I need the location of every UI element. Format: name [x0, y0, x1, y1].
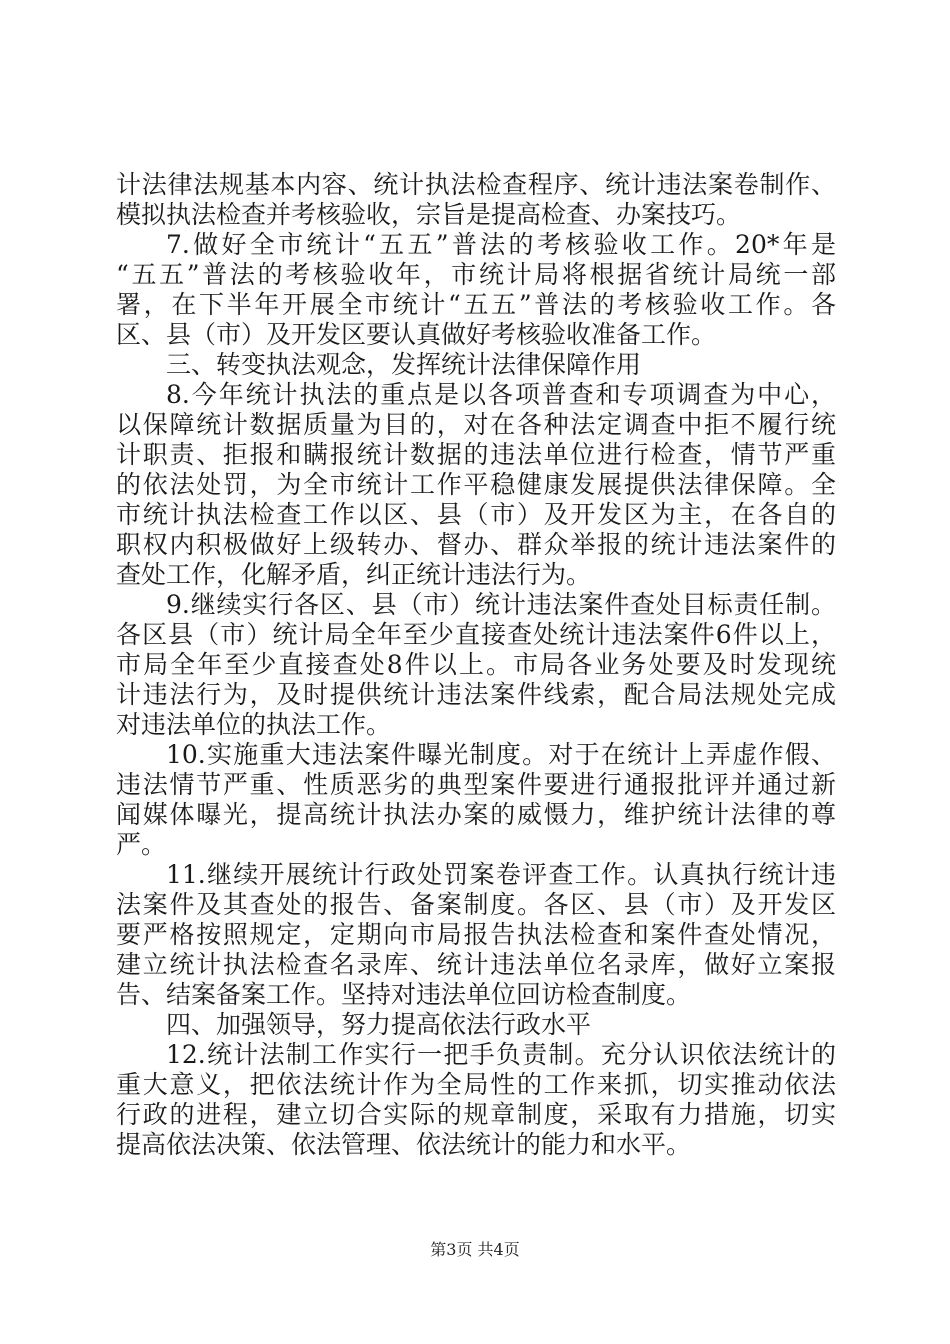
- text-line: 12.统计法制工作实行一把手负责制。充分认识依法统计的: [166, 1040, 836, 1069]
- text-line: 以保障统计数据质量为目的，对在各种法定调查中拒不履行统: [116, 410, 836, 439]
- text-line: 行政的进程，建立切合实际的规章制度，采取有力措施，切实: [116, 1100, 836, 1129]
- text-line: 9.继续实行各区、县（市）统计违法案件查处目标责任制。: [166, 590, 836, 619]
- text-line: 违法情节严重、性质恶劣的典型案件要进行通报批评并通过新: [116, 770, 836, 799]
- page-number-footer: 第3页 共4页: [430, 1240, 520, 1259]
- text-line: 11.继续开展统计行政处罚案卷评查工作。认真执行统计违: [166, 860, 836, 889]
- text-line: 计违法行为，及时提供统计违法案件线索，配合局法规处完成: [116, 680, 836, 709]
- text-line: 闻媒体曝光，提高统计执法办案的威慑力，维护统计法律的尊: [116, 800, 836, 829]
- text-line: 四、加强领导，努力提高依法行政水平: [166, 1010, 592, 1039]
- text-line: 严。: [116, 830, 167, 859]
- text-line: 查处工作，化解矛盾，纠正统计违法行为。: [116, 560, 592, 589]
- text-line: 的依法处罚，为全市统计工作平稳健康发展提供法律保障。全: [116, 470, 836, 499]
- text-line: 重大意义，把依法统计作为全局性的工作来抓，切实推动依法: [116, 1070, 836, 1099]
- document-body: [116, 170, 836, 1160]
- text-line: 区、县（市）及开发区要认真做好考核验收准备工作。: [116, 320, 717, 349]
- text-line: 计法律法规基本内容、统计执法检查程序、统计违法案卷制作、: [116, 170, 836, 199]
- text-line: 提高依法决策、依法管理、依法统计的能力和水平。: [116, 1130, 692, 1159]
- text-line: 市局全年至少直接查处8件以上。市局各业务处要及时发现统: [116, 650, 836, 679]
- text-line: 8.今年统计执法的重点是以各项普查和专项调查为中心，: [166, 380, 836, 409]
- text-line: 对违法单位的执法工作。: [116, 710, 392, 739]
- text-line: 模拟执法检查并考核验收，宗旨是提高检查、办案技巧。: [116, 200, 742, 229]
- text-line: 要严格按照规定，定期向市局报告执法检查和案件查处情况，: [116, 920, 836, 949]
- text-line: 告、结案备案工作。坚持对违法单位回访检查制度。: [116, 980, 692, 1009]
- text-line: 计职责、拒报和瞒报统计数据的违法单位进行检查，情节严重: [116, 440, 836, 469]
- text-line: 法案件及其查处的报告、备案制度。各区、县（市）及开发区: [116, 890, 836, 919]
- text-line: 7.做好全市统计“五五”普法的考核验收工作。20*年是: [166, 230, 836, 259]
- text-line: “五五”普法的考核验收年，市统计局将根据省统计局统一部: [116, 260, 836, 289]
- text-line: 市统计执法检查工作以区、县（市）及开发区为主，在各自的: [116, 500, 836, 529]
- text-line: 各区县（市）统计局全年至少直接查处统计违法案件6件以上，: [116, 620, 836, 649]
- text-line: 建立统计执法检查名录库、统计违法单位名录库，做好立案报: [116, 950, 836, 979]
- text-line: 三、转变执法观念，发挥统计法律保障作用: [166, 350, 642, 379]
- text-line: 职权内积极做好上级转办、督办、群众举报的统计违法案件的: [116, 530, 836, 559]
- text-line: 署，在下半年开展全市统计“五五”普法的考核验收工作。各: [116, 290, 836, 319]
- text-line: 10.实施重大违法案件曝光制度。对于在统计上弄虚作假、: [166, 740, 836, 769]
